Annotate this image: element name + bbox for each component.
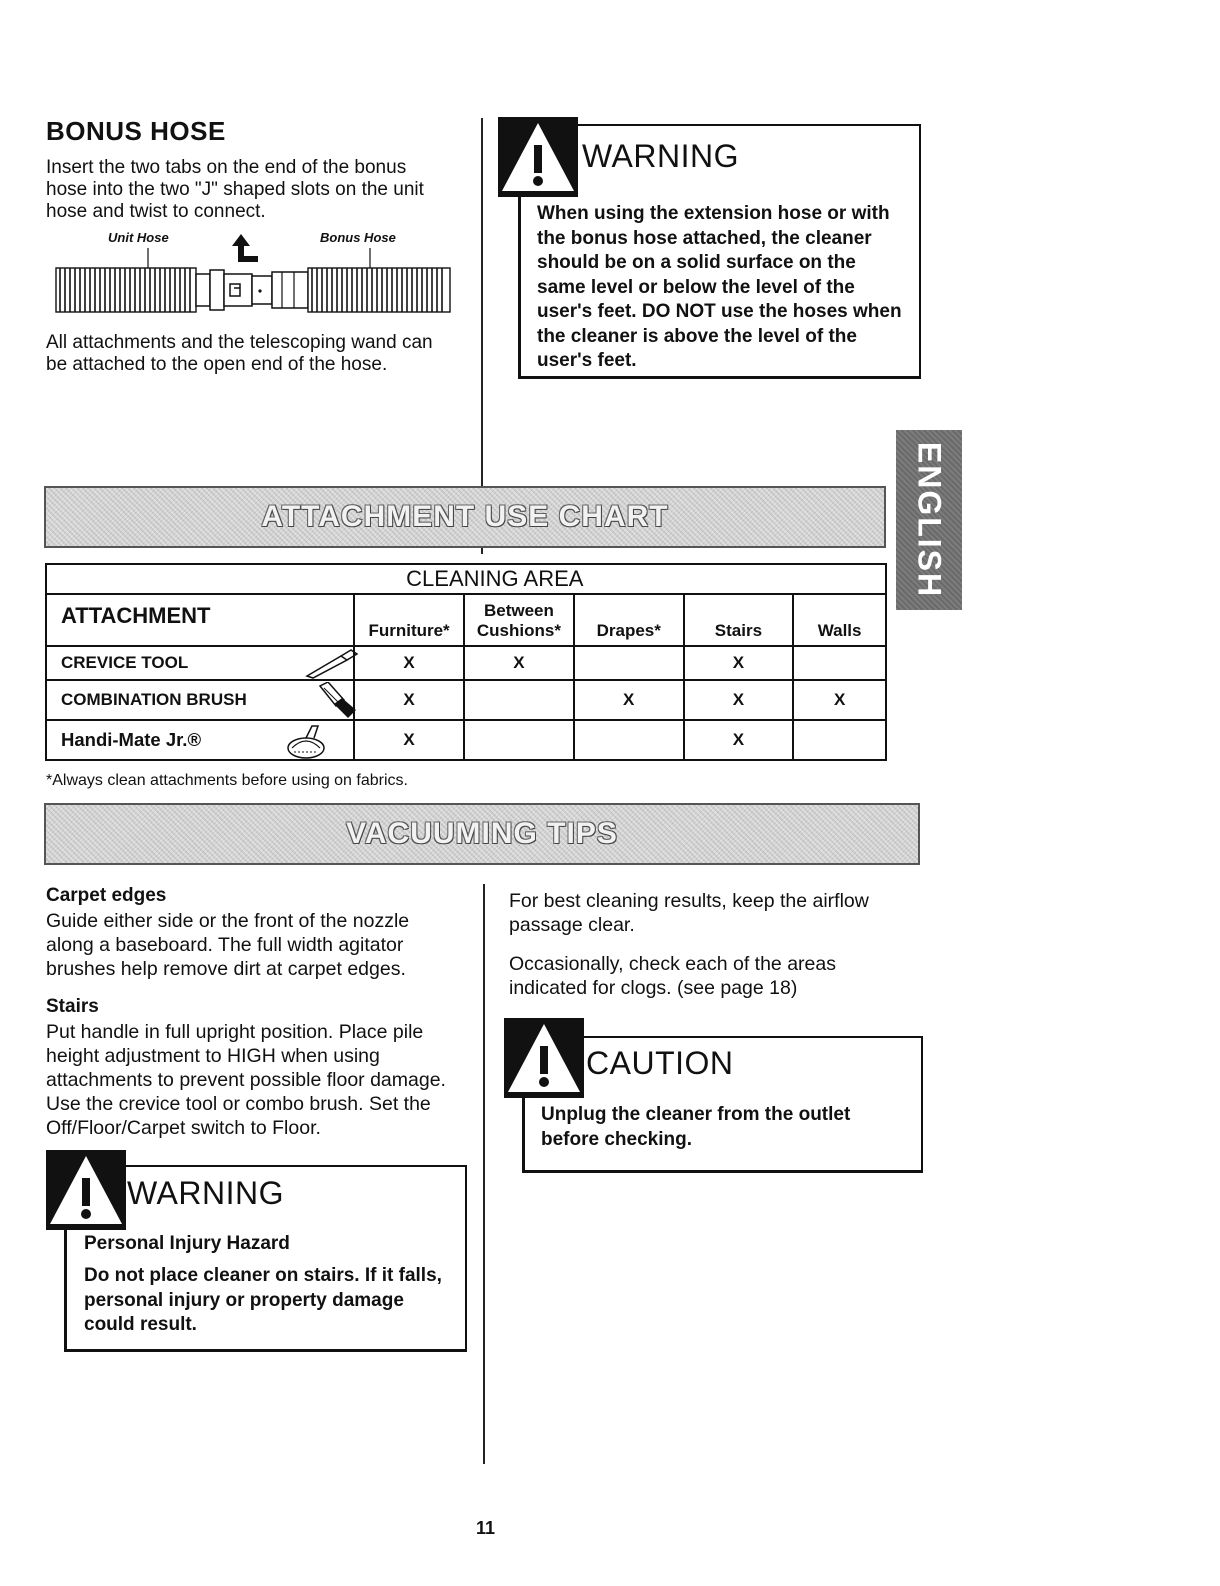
- bonus-hose-title: BONUS HOSE: [46, 116, 226, 146]
- bonus-hose-label: Bonus Hose: [320, 230, 396, 245]
- attachment-name: CREVICE TOOL: [61, 653, 189, 672]
- warning-bottom-subtitle: Personal Injury Hazard: [84, 1233, 290, 1254]
- warning-bottom-title: WARNING: [127, 1175, 284, 1211]
- mark-cell: [574, 720, 684, 760]
- col-stairs: Stairs: [684, 594, 794, 646]
- handi-mate-icon: [284, 722, 330, 760]
- mark-cell: [574, 646, 684, 680]
- mark-cell: X: [684, 646, 794, 680]
- language-tab: [896, 430, 962, 610]
- hose-connection-diagram: [46, 228, 456, 324]
- mark-cell: [793, 720, 886, 760]
- warning-top-text: When using the extension hose or with the bonus hose attached, the cleaner should be on a solid surface on the same level or below the level of the user's feet. DO NOT use the hoses when the cleaner is above the level of the user's feet.: [537, 203, 902, 371]
- mark-cell: [793, 646, 886, 680]
- caution-triangle-icon: [504, 1018, 584, 1098]
- warning-top-title: WARNING: [582, 138, 739, 174]
- unit-hose-label: Unit Hose: [108, 230, 169, 245]
- col-furniture: Furniture*: [354, 594, 464, 646]
- carpet-edges-title: Carpet edges: [46, 885, 167, 906]
- mark-cell: X: [793, 680, 886, 720]
- page-number: 11: [476, 1518, 496, 1538]
- table-row: [46, 646, 886, 680]
- vacuuming-tips-banner-title: VACUUMING TIPS: [346, 817, 618, 850]
- crevice-tool-icon: [301, 648, 361, 680]
- warning-bottom-text: Do not place cleaner on stairs. If it falls, personal injury or property damage could result.: [84, 1265, 442, 1335]
- col-drapes: Drapes*: [574, 594, 684, 646]
- column-divider: [483, 884, 485, 1464]
- warning-triangle-icon: [46, 1150, 126, 1230]
- mark-cell: X: [684, 720, 794, 760]
- stairs-title: Stairs: [46, 996, 99, 1017]
- bonus-hose-intro: Insert the two tabs on the end of the bonus hose into the two "J" shaped slots on the unit hose and twist to connect.: [46, 157, 424, 222]
- caution-text: Unplug the cleaner from the outlet before checking.: [541, 1104, 851, 1150]
- table-row: [46, 720, 886, 760]
- mark-cell: X: [464, 646, 574, 680]
- warning-triangle-icon: [498, 117, 578, 197]
- mark-cell: X: [354, 646, 464, 680]
- col-walls: Walls: [793, 594, 886, 646]
- attachment-chart-banner: [44, 486, 886, 548]
- combination-brush-icon: [314, 682, 358, 720]
- attachment-chart-banner-title: ATTACHMENT USE CHART: [261, 500, 669, 533]
- mark-cell: X: [354, 680, 464, 720]
- mark-cell: X: [574, 680, 684, 720]
- mark-cell: [464, 680, 574, 720]
- table-row: [46, 680, 886, 720]
- carpet-edges-text: Guide either side or the front of the nozzle along a baseboard. The full width agitator brushes help remove dirt at carpet edges.: [46, 910, 410, 980]
- attachment-name: Handi-Mate Jr.®: [61, 729, 202, 750]
- cleaning-area-header: CLEANING AREA: [354, 564, 886, 594]
- language-tab-label: ENGLISH: [911, 441, 948, 599]
- vacuuming-tips-banner: [44, 803, 920, 865]
- attachment-header: ATTACHMENT: [46, 594, 354, 646]
- clogs-paragraph: Occasionally, check each of the areas indicated for clogs. (see page 18): [509, 953, 836, 999]
- caution-title: CAUTION: [586, 1045, 734, 1081]
- mark-cell: X: [684, 680, 794, 720]
- col-between-cushions: Between Cushions*: [464, 594, 574, 646]
- airflow-paragraph: For best cleaning results, keep the airflow passage clear.: [509, 890, 869, 936]
- stairs-text: Put handle in full upright position. Place pile height adjustment to HIGH when using attachments to prevent possible floor damage. Use the crevice tool or combo brush. Set the Off/Floor/Carpet switch to Floor.: [46, 1021, 446, 1139]
- bonus-hose-outro: All attachments and the telescoping wand can be attached to the open end of the hose.: [46, 332, 433, 375]
- mark-cell: [464, 720, 574, 760]
- attachment-use-table: [45, 563, 887, 761]
- mark-cell: X: [354, 720, 464, 760]
- attachment-name: COMBINATION BRUSH: [61, 690, 247, 709]
- chart-footnote: *Always clean attachments before using on fabrics.: [46, 772, 408, 789]
